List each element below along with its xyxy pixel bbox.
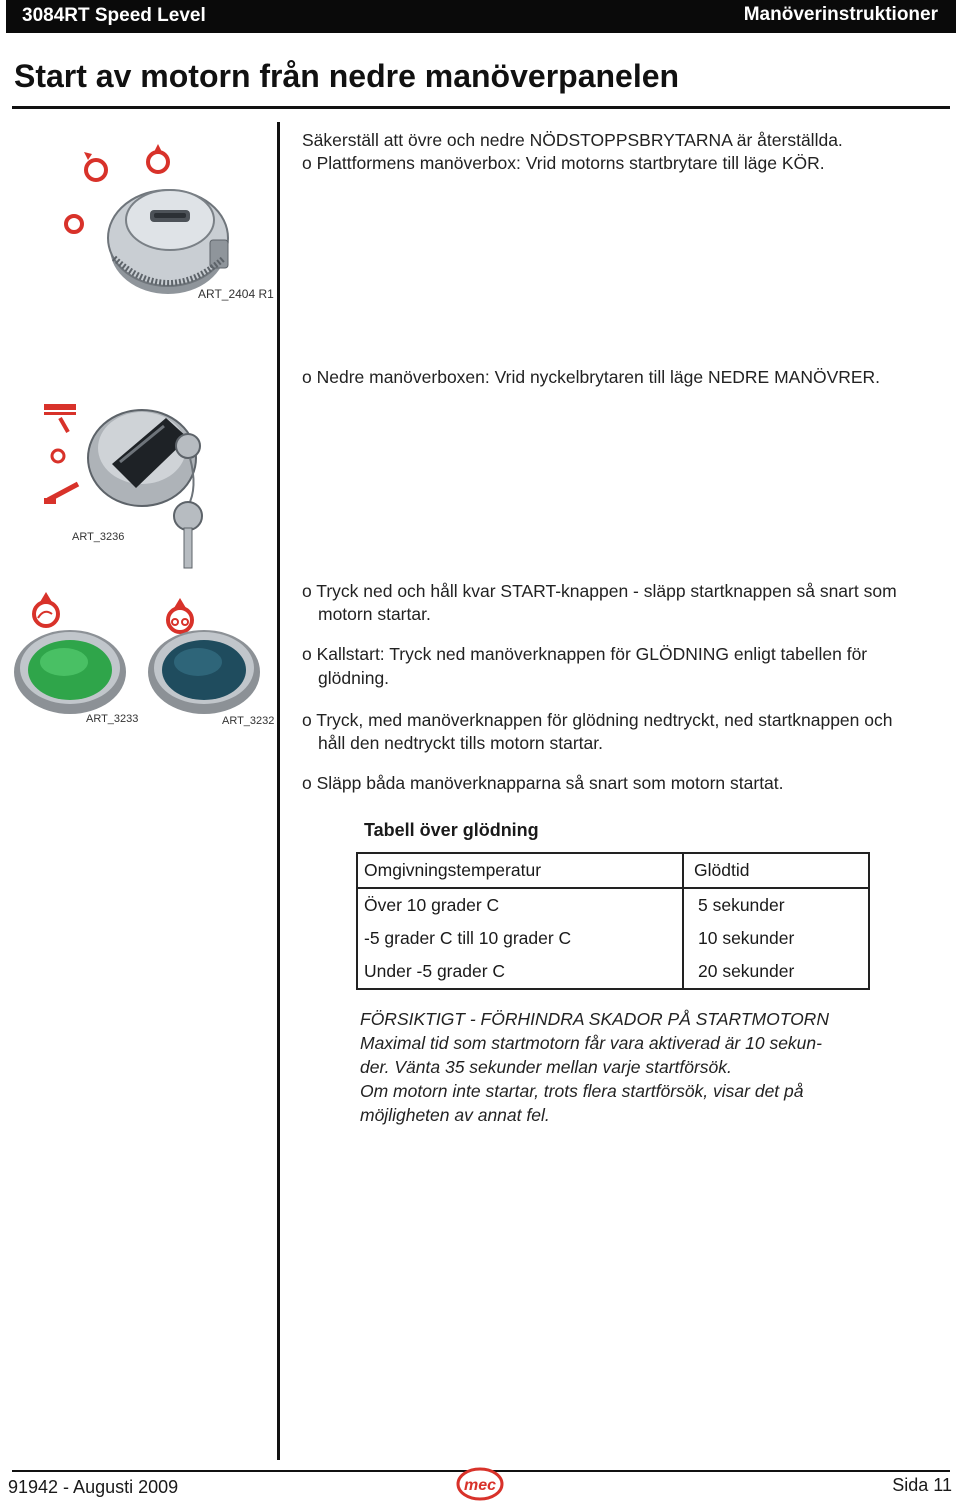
position-marker-icon	[66, 216, 82, 232]
caution-line: möjligheten av annat fel.	[360, 1105, 550, 1125]
table-cell: 10 sekunder	[698, 928, 795, 948]
title-divider	[12, 106, 950, 109]
table-cell: 20 sekunder	[698, 961, 795, 981]
step-cold-start-cont: glödning.	[318, 668, 390, 688]
motor-off-icon	[84, 152, 106, 180]
caution-heading: FÖRSIKTIGT - FÖRHINDRA SKADOR PÅ STARTMOTORN	[360, 1009, 829, 1029]
table-row	[357, 922, 869, 955]
table-cell: Under -5 grader C	[357, 955, 683, 989]
step-key-switch: o Nedre manöverboxen: Vrid nyckelbrytaren till läge NEDRE MANÖVRER.	[302, 367, 881, 387]
document-number: 91942 - Augusti 2009	[8, 1477, 179, 1497]
glow-table	[356, 852, 870, 990]
table-row	[357, 888, 869, 922]
off-position-icon	[52, 450, 64, 462]
start-icon	[34, 592, 58, 626]
step-start-button: o Tryck ned och håll kvar START-knappen - släpp startknappen så snart som	[302, 581, 897, 601]
column-header-glow-time: Glödtid	[683, 853, 869, 888]
caution-line: Maximal tid som startmotorn får vara aktiverad är 10 sekun-	[360, 1033, 822, 1053]
step-reset-estops: Säkerställ att övre och nedre NÖDSTOPPSBRYTARNA är återställda.	[302, 130, 843, 150]
figure-label: ART_3232	[222, 715, 274, 727]
glow-table-title: Tabell över glödning	[364, 820, 539, 840]
header-section: Manöverinstruktioner	[743, 4, 938, 25]
figure-label: ART_3236	[72, 531, 125, 543]
glow-plug-icon	[168, 598, 192, 632]
logo-text: mec	[463, 1477, 497, 1494]
table-cell: 5 sekunder	[698, 895, 785, 915]
step-glow-and-start: o Tryck, med manöverknappen för glödning nedtryckt, ned startknappen och	[302, 710, 893, 730]
table-cell: -5 grader C till 10 grader C	[357, 922, 683, 955]
figure-label: ART_3233	[86, 713, 139, 725]
step-cold-start: o Kallstart: Tryck ned manöverknappen för GLÖDNING enligt tabellen för	[302, 644, 868, 664]
caution-line: der. Vänta 35 sekunder mellan varje startförsök.	[360, 1057, 732, 1077]
figure-label: ART_2404 R1	[198, 287, 274, 301]
step-platform-switch: o Plattformens manöverbox: Vrid motorns startbrytare till läge KÖR.	[302, 153, 825, 173]
step-release-buttons: o Släpp båda manöverknapparna så snart som motorn startat.	[302, 773, 784, 793]
step-glow-and-start-cont: håll den nedtryckt tills motorn startar.	[318, 733, 603, 753]
glow-button-figure	[142, 596, 274, 736]
motor-run-icon	[148, 144, 168, 172]
table-row	[357, 955, 869, 989]
margin-divider	[277, 122, 280, 1460]
start-button-figure	[8, 588, 140, 736]
ignition-switch-figure	[58, 140, 280, 308]
key-switch-figure	[38, 388, 278, 574]
ground-control-icon	[44, 484, 78, 504]
mec-logo	[456, 1466, 504, 1502]
page-title: Start av motorn från nedre manöverpanelen	[14, 58, 680, 94]
column-header-temperature: Omgivningstemperatur	[357, 853, 683, 888]
page-number: Sida 11	[892, 1475, 952, 1495]
header-model: 3084RT Speed Level	[22, 5, 206, 26]
table-cell: Över 10 grader C	[357, 888, 683, 922]
platform-icon	[44, 404, 76, 432]
table-header-row	[357, 853, 869, 888]
step-start-button-cont: motorn startar.	[318, 604, 431, 624]
caution-line: Om motorn inte startar, trots flera startförsök, visar det på	[360, 1081, 804, 1101]
